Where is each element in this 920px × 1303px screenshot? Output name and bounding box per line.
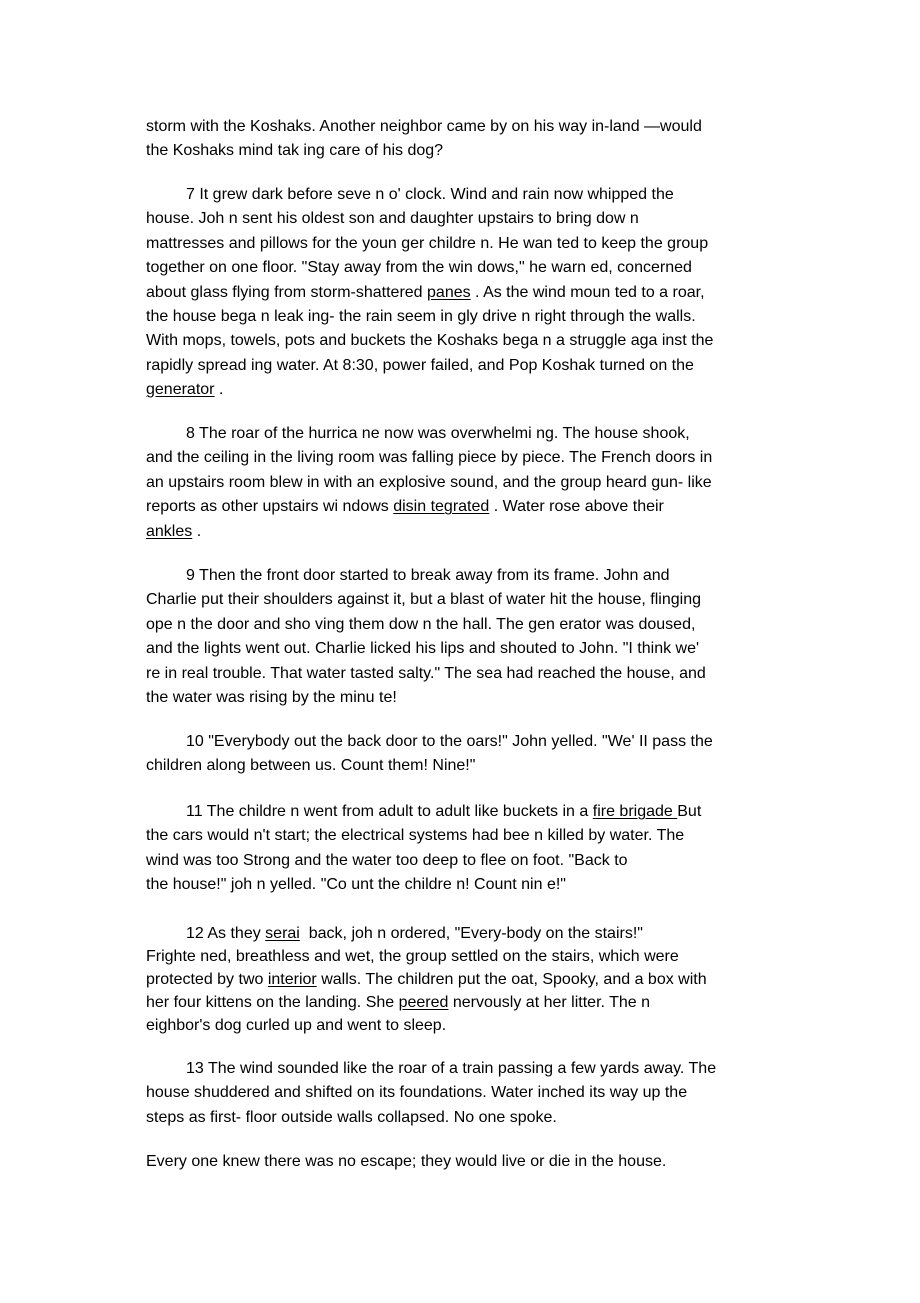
paragraph-8 [146, 422, 786, 544]
text-run: ope n the door and sho ving them dow n the hall. The gen erator was doused, [146, 615, 696, 633]
text-run: together on one floor. "Stay away from the win dows," he warn ed, concerned [146, 259, 692, 277]
underlined-vocab-word: fire brigade [592, 803, 678, 820]
text-line [146, 873, 786, 897]
text-run: the cars would n't start; the electrical systems had bee n killed by water. The [146, 827, 685, 845]
paragraph-7 [146, 183, 786, 403]
underlined-vocab-word: generator [146, 381, 215, 399]
text-line [146, 422, 786, 446]
text-run: 11 The childre n went from adult to adult like buckets in a [186, 803, 593, 820]
text-run: But [677, 803, 702, 820]
text-run: With mops, towels, pots and buckets the Koshaks bega n a struggle aga inst the [146, 332, 714, 350]
text-run: about glass flying from storm-shattered [146, 283, 428, 301]
paragraph-12 [146, 922, 786, 1037]
text-line [146, 495, 786, 519]
text-run: mattresses and pillows for the youn ger childre n. He wan ted to keep the group [146, 234, 709, 252]
text-line [146, 115, 786, 139]
paragraph-10 [146, 730, 786, 779]
text-run: protected by two [146, 971, 268, 988]
text-run: 8 The roar of the hurrica ne now was overwhelmi ng. The house shook, [186, 425, 690, 442]
text-run: the house!" joh n yelled. "Co unt the childre n! Count nin e!" [146, 876, 566, 894]
text-run: children along between us. Count them! Nine!" [146, 757, 476, 775]
text-line [146, 637, 786, 661]
text-line [146, 446, 786, 470]
text-run: the Koshaks mind tak ing care of his dog? [146, 142, 444, 160]
underlined-vocab-word: peered [398, 994, 449, 1011]
text-run: the house bega n leak ing- the rain seem in gly drive n right through the walls. [146, 308, 696, 326]
text-line [146, 824, 786, 848]
text-line [146, 471, 786, 495]
text-line [146, 849, 786, 873]
text-run: Frighte ned, breathless and wet, the group settled on the stairs, which were [146, 948, 679, 965]
text-run: 13 The wind sounded like the roar of a train passing a few yards away. The [186, 1060, 717, 1077]
text-run: house. Joh n sent his oldest son and daughter upstairs to bring dow n [146, 210, 639, 228]
paragraph-6-end [146, 115, 786, 164]
text-run: an upstairs room blew in with an explosive sound, and the group heard gun- like [146, 473, 712, 491]
paragraph-14 [146, 1150, 786, 1174]
text-line [146, 354, 786, 378]
text-line [146, 588, 786, 612]
text-run: wind was too Strong and the water too deep to flee on foot. "Back to [146, 851, 628, 869]
text-line [146, 662, 786, 686]
text-line [146, 256, 786, 280]
text-line [146, 207, 786, 231]
text-line [146, 1057, 786, 1081]
text-line [146, 968, 786, 991]
text-run: . Water rose above their [489, 498, 664, 516]
text-line [146, 139, 786, 163]
text-run: her four kittens on the landing. She [146, 994, 399, 1011]
underlined-vocab-word: serai [265, 925, 300, 942]
text-line [146, 945, 786, 968]
text-run: steps as first- floor outside walls collapsed. No one spoke. [146, 1108, 557, 1126]
text-run: the water was rising by the minu te! [146, 689, 397, 707]
underlined-vocab-word: ankles [146, 522, 193, 540]
text-run: nervously at her litter. The n [448, 994, 651, 1011]
text-line [146, 991, 786, 1014]
text-run: 9 Then the front door started to break away from its frame. John and [186, 567, 670, 584]
text-run: and the ceiling in the living room was falling piece by piece. The French doors in [146, 449, 713, 467]
text-line [146, 1106, 786, 1130]
text-line [146, 520, 786, 544]
text-line [146, 329, 786, 353]
text-line [146, 281, 786, 305]
text-run: walls. The children put the oat, Spooky, and a box with [316, 971, 707, 988]
paragraph-9 [146, 564, 786, 710]
text-line [146, 754, 786, 778]
text-line [146, 922, 786, 945]
text-line [146, 686, 786, 710]
text-run: Every one knew there was no escape; they would live or die in the house. [146, 1153, 667, 1170]
text-run: rapidly spread ing water. At 8:30, power failed, and Pop Koshak turned on the [146, 356, 694, 374]
text-line [146, 800, 786, 824]
text-line [146, 564, 786, 588]
text-line [146, 1081, 786, 1105]
text-run: 7 It grew dark before seve n o' clock. Wind and rain now whipped the [186, 186, 674, 203]
text-line [146, 183, 786, 207]
text-run: reports as other upstairs wi ndows [146, 498, 394, 516]
text-run: storm with the Koshaks. Another neighbor came by on his way in-land —would [146, 118, 702, 135]
text-run: re in real trouble. That water tasted salty." The sea had reached the house, and [146, 664, 706, 682]
text-run: . As the wind moun ted to a roar, [470, 283, 705, 301]
text-run: 12 As they [186, 925, 266, 942]
text-run: back, joh n ordered, "Every-body on the stairs!" [299, 925, 643, 942]
underlined-vocab-word: disin tegrated [393, 498, 490, 516]
text-line [146, 1014, 786, 1037]
text-line [146, 1150, 786, 1174]
text-run: 10 "Everybody out the back door to the oars!" John yelled. "We' II pass the [186, 733, 713, 750]
paragraph-13 [146, 1057, 786, 1130]
paragraph-11 [146, 800, 786, 898]
text-run: Charlie put their shoulders against it, but a blast of water hit the house, flinging [146, 591, 701, 609]
text-line [146, 613, 786, 637]
text-run: eighbor's dog curled up and went to sleep. [146, 1017, 447, 1034]
text-run: . [214, 381, 224, 399]
text-run: and the lights went out. Charlie licked his lips and shouted to John. "I think we' [146, 640, 700, 658]
text-run: house shuddered and shifted on its foundations. Water inched its way up the [146, 1084, 688, 1102]
text-line [146, 232, 786, 256]
text-run: . [192, 522, 202, 540]
text-line [146, 730, 786, 754]
underlined-vocab-word: interior [267, 971, 317, 988]
underlined-vocab-word: panes [427, 283, 471, 301]
text-line [146, 378, 786, 402]
text-line [146, 305, 786, 329]
